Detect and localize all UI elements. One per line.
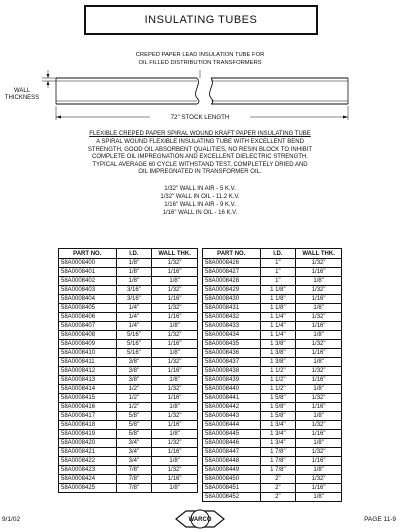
part-number-cell: 58A0008425 [59, 484, 117, 493]
wall-thickness-cell: 1/16" [296, 457, 342, 466]
inner-diameter-cell: 5/8" [116, 412, 152, 421]
inner-diameter-cell: 1 1/4" [260, 313, 296, 322]
wall-thickness-cell: 1/8" [296, 331, 342, 340]
wall-thickness-cell: 1/32" [152, 439, 198, 448]
inner-diameter-cell: 1" [260, 268, 296, 277]
wall-thickness-cell: 1/16" [296, 403, 342, 412]
wall-thickness-cell: 1/8" [296, 466, 342, 475]
part-number-cell: 58A0008422 [59, 457, 117, 466]
wall-thickness-cell: 1/16" [152, 421, 198, 430]
part-number-cell: 58A0008446 [203, 439, 261, 448]
table-row [203, 367, 342, 376]
inner-diameter-cell: 5/16" [116, 331, 152, 340]
inner-diameter-cell: 1 3/4" [260, 421, 296, 430]
wall-thickness-cell: 1/8" [152, 349, 198, 358]
part-number-cell: 58A0008437 [203, 358, 261, 367]
inner-diameter-cell: 2" [260, 475, 296, 484]
part-number-cell: 58A0008412 [59, 367, 117, 376]
part-number-cell: 58A0008445 [203, 430, 261, 439]
wall-thickness-cell: 1/32" [296, 367, 342, 376]
inner-diameter-cell: 1/8" [116, 268, 152, 277]
table-row [203, 313, 342, 322]
table-row [203, 385, 342, 394]
wall-thickness-cell: 1/32" [296, 340, 342, 349]
wall-thickness-cell: 1/32" [152, 286, 198, 295]
table-row [203, 421, 342, 430]
inner-diameter-cell: 1/4" [116, 322, 152, 331]
column-header-part-no: PART NO. [203, 249, 261, 259]
inner-diameter-cell: 1 3/8" [260, 340, 296, 349]
wall-thickness-cell: 1/16" [296, 376, 342, 385]
inner-diameter-cell: 5/16" [116, 340, 152, 349]
inner-diameter-cell: 1 7/8" [260, 466, 296, 475]
spec-line: 1/32" WALL IN OIL - 11.2 K.V. [160, 194, 240, 200]
description-line: STRENGTH, GOOD OIL ABSORBENT QUALITIES, NO RESIN BLOCK TO INHIBIT [87, 146, 313, 153]
wall-thickness-cell: 1/32" [152, 304, 198, 313]
inner-diameter-cell: 1 1/8" [260, 304, 296, 313]
table-row [203, 295, 342, 304]
inner-diameter-cell: 7/8" [116, 484, 152, 493]
wall-thickness-label-line1: WALL [13, 88, 31, 94]
part-number-cell: 58A0008439 [203, 376, 261, 385]
table-row [203, 403, 342, 412]
wall-thickness-cell: 1/32" [152, 412, 198, 421]
part-number-cell: 58A0008416 [59, 403, 117, 412]
wall-thickness-cell: 1/8" [152, 484, 198, 493]
table-row [203, 394, 342, 403]
table-row [59, 331, 198, 340]
inner-diameter-cell: 3/4" [116, 457, 152, 466]
part-number-cell: 58A0008409 [59, 340, 117, 349]
inner-diameter-cell: 3/8" [116, 376, 152, 385]
column-header-wall-thk: WALL THK. [152, 249, 198, 259]
table-row [59, 295, 198, 304]
inner-diameter-cell: 1/8" [116, 277, 152, 286]
inner-diameter-cell: 1 1/2" [260, 385, 296, 394]
part-number-cell: 58A0008402 [59, 277, 117, 286]
inner-diameter-cell: 1 1/4" [260, 322, 296, 331]
inner-diameter-cell: 1 3/4" [260, 430, 296, 439]
part-number-cell: 58A0008444 [203, 421, 261, 430]
table-row [203, 466, 342, 475]
table-row [59, 286, 198, 295]
inner-diameter-cell: 1 1/2" [260, 367, 296, 376]
inner-diameter-cell: 1/2" [116, 403, 152, 412]
wall-thickness-cell: 1/8" [296, 277, 342, 286]
table-row [203, 340, 342, 349]
part-number-cell: 58A0008424 [59, 475, 117, 484]
part-number-cell: 58A0008435 [203, 340, 261, 349]
part-number-cell: 58A0008448 [203, 457, 261, 466]
wall-thickness-cell: 1/8" [152, 430, 198, 439]
wall-thickness-cell: 1/8" [152, 322, 198, 331]
table-row [59, 403, 198, 412]
table-row [59, 259, 198, 268]
part-number-cell: 58A0008449 [203, 466, 261, 475]
table-row [59, 484, 198, 493]
table-row [203, 277, 342, 286]
table-row [203, 358, 342, 367]
description-line: TYPICAL AVERAGE 60 CYCLE WITHSTAND TEST, COMPLETELY DRIED AND [92, 161, 308, 168]
part-number-cell: 58A0008447 [203, 448, 261, 457]
part-number-cell: 58A0008418 [59, 421, 117, 430]
wall-thickness-cell: 1/32" [152, 385, 198, 394]
wall-thickness-cell: 1/32" [152, 358, 198, 367]
part-number-cell: 58A0008413 [59, 376, 117, 385]
wall-thickness-cell: 1/8" [296, 358, 342, 367]
wall-thickness-cell: 1/32" [152, 259, 198, 268]
parts-table-left [58, 248, 198, 493]
table-row [59, 322, 198, 331]
table-row [59, 304, 198, 313]
table-row [203, 322, 342, 331]
part-number-cell: 58A0008440 [203, 385, 261, 394]
table-row [203, 430, 342, 439]
table-row [59, 439, 198, 448]
wall-thickness-cell: 1/16" [296, 349, 342, 358]
table-row [59, 394, 198, 403]
wall-thickness-cell: 1/16" [296, 268, 342, 277]
inner-diameter-cell: 3/16" [116, 295, 152, 304]
wall-thickness-cell: 1/8" [296, 385, 342, 394]
column-header-id: I.D. [116, 249, 152, 259]
description-line: OIL IMPREGNATED IN TRANSFORMER OIL. [138, 169, 262, 175]
wall-thickness-cell: 1/8" [296, 412, 342, 421]
inner-diameter-cell: 1/4" [116, 313, 152, 322]
table-row [59, 349, 198, 358]
inner-diameter-cell: 1 1/8" [260, 286, 296, 295]
inner-diameter-cell: 1 3/8" [260, 358, 296, 367]
warco-logo [174, 508, 226, 530]
table-row [59, 448, 198, 457]
table-row [59, 412, 198, 421]
table-row [59, 376, 198, 385]
part-number-cell: 58A0008421 [59, 448, 117, 457]
inner-diameter-cell: 1/2" [116, 385, 152, 394]
table-row [59, 421, 198, 430]
table-row [203, 268, 342, 277]
inner-diameter-cell: 3/16" [116, 286, 152, 295]
wall-thickness-cell: 1/16" [296, 430, 342, 439]
table-row [203, 484, 342, 493]
part-number-cell: 58A0008407 [59, 322, 117, 331]
inner-diameter-cell: 7/8" [116, 466, 152, 475]
wall-thickness-cell: 1/8" [152, 376, 198, 385]
part-number-cell: 58A0008434 [203, 331, 261, 340]
page-title: INSULATING TUBES [84, 5, 318, 35]
table-row [203, 412, 342, 421]
table-row [203, 376, 342, 385]
part-number-cell: 58A0008403 [59, 286, 117, 295]
inner-diameter-cell: 1 7/8" [260, 457, 296, 466]
table-row [203, 259, 342, 268]
part-number-cell: 58A0008428 [203, 277, 261, 286]
part-number-cell: 58A0008438 [203, 367, 261, 376]
wall-thickness-cell: 1/16" [152, 313, 198, 322]
wall-thickness-cell: 1/32" [296, 394, 342, 403]
part-number-cell: 58A0008452 [203, 493, 261, 502]
wall-thickness-cell: 1/16" [152, 394, 198, 403]
part-number-cell: 58A0008433 [203, 322, 261, 331]
spec-line: 1/32" WALL IN AIR - 5 K.V. [164, 186, 236, 192]
wall-thickness-cell: 1/8" [296, 493, 342, 502]
inner-diameter-cell: 1 3/4" [260, 439, 296, 448]
part-number-cell: 58A0008429 [203, 286, 261, 295]
part-number-cell: 58A0008405 [59, 304, 117, 313]
inner-diameter-cell: 1/4" [116, 304, 152, 313]
description-line: COMPLETE OIL IMPREGNATION AND EXCELLENT DIELECTRIC STRENGTH. [92, 154, 308, 160]
column-header-wall-thk: WALL THK. [296, 249, 342, 259]
spec-line: 1/16" WALL IN OIL - 16 K.V. [162, 210, 238, 216]
inner-diameter-cell: 1 7/8" [260, 448, 296, 457]
part-number-cell: 58A0008451 [203, 484, 261, 493]
table-row [203, 439, 342, 448]
logo-text: WARCO [188, 517, 212, 524]
inner-diameter-cell: 5/8" [116, 421, 152, 430]
table-row [59, 277, 198, 286]
wall-thickness-cell: 1/16" [296, 295, 342, 304]
inner-diameter-cell: 3/8" [116, 358, 152, 367]
part-number-cell: 58A0008406 [59, 313, 117, 322]
wall-thickness-cell: 1/32" [296, 421, 342, 430]
table-row [59, 475, 198, 484]
parts-table-right [202, 248, 342, 502]
part-number-cell: 58A0008442 [203, 403, 261, 412]
wall-thickness-cell: 1/32" [296, 475, 342, 484]
inner-diameter-cell: 1/8" [116, 259, 152, 268]
inner-diameter-cell: 1 1/4" [260, 331, 296, 340]
stock-length-label: 72" STOCK LENGTH [170, 114, 230, 121]
inner-diameter-cell: 1 5/8" [260, 394, 296, 403]
table-row [203, 349, 342, 358]
table-row [59, 466, 198, 475]
column-header-id: I.D. [260, 249, 296, 259]
wall-thickness-cell: 1/8" [152, 403, 198, 412]
table-row [59, 340, 198, 349]
part-number-cell: 58A0008417 [59, 412, 117, 421]
wall-thickness-cell: 1/32" [152, 331, 198, 340]
table-row [203, 286, 342, 295]
inner-diameter-cell: 2" [260, 484, 296, 493]
wall-thickness-cell: 1/8" [296, 439, 342, 448]
description-heading: FLEXIBLE CREPED PAPER SPIRAL WOUND KRAFT PAPER INSULATING TUBE [89, 131, 311, 137]
inner-diameter-cell: 3/8" [116, 367, 152, 376]
wall-thickness-cell: 1/16" [296, 322, 342, 331]
part-number-cell: 58A0008411 [59, 358, 117, 367]
inner-diameter-cell: 1 1/2" [260, 376, 296, 385]
part-number-cell: 58A0008400 [59, 259, 117, 268]
inner-diameter-cell: 1 3/8" [260, 349, 296, 358]
part-number-cell: 58A0008430 [203, 295, 261, 304]
wall-thickness-cell: 1/16" [152, 340, 198, 349]
inner-diameter-cell: 2" [260, 493, 296, 502]
inner-diameter-cell: 1" [260, 277, 296, 286]
part-number-cell: 58A0008414 [59, 385, 117, 394]
inner-diameter-cell: 1/2" [116, 394, 152, 403]
wall-thickness-label-line2: THICKNESS [4, 95, 40, 101]
table-row [59, 430, 198, 439]
wall-thickness-cell: 1/16" [152, 268, 198, 277]
table-row [59, 367, 198, 376]
table-row [203, 493, 342, 502]
wall-thickness-cell: 1/16" [152, 475, 198, 484]
part-number-cell: 58A0008410 [59, 349, 117, 358]
wall-thickness-cell: 1/16" [152, 367, 198, 376]
table-row [203, 475, 342, 484]
wall-thickness-cell: 1/8" [152, 277, 198, 286]
inner-diameter-cell: 3/4" [116, 439, 152, 448]
wall-thickness-cell: 1/16" [296, 484, 342, 493]
table-row [203, 304, 342, 313]
diagram-caption-line2: OIL FILLED DISTRIBUTION TRANSFORMERS [138, 60, 262, 66]
table-row [203, 448, 342, 457]
part-number-cell: 58A0008427 [203, 268, 261, 277]
inner-diameter-cell: 1 5/8" [260, 403, 296, 412]
wall-thickness-cell: 1/8" [152, 457, 198, 466]
wall-thickness-cell: 1/32" [296, 286, 342, 295]
inner-diameter-cell: 1 1/8" [260, 295, 296, 304]
inner-diameter-cell: 7/8" [116, 475, 152, 484]
wall-thickness-cell: 1/32" [296, 259, 342, 268]
spec-line: 1/16" WALL IN AIR - 9 K.V. [164, 202, 236, 208]
column-header-part-no: PART NO. [59, 249, 117, 259]
footer-page-number: PAGE 11-9 [364, 516, 396, 523]
inner-diameter-cell: 1 5/8" [260, 412, 296, 421]
wall-thickness-cell: 1/8" [296, 304, 342, 313]
wall-thickness-cell: 1/16" [152, 448, 198, 457]
part-number-cell: 58A0008426 [203, 259, 261, 268]
inner-diameter-cell: 5/16" [116, 349, 152, 358]
inner-diameter-cell: 3/4" [116, 448, 152, 457]
table-row [203, 457, 342, 466]
part-number-cell: 58A0008420 [59, 439, 117, 448]
part-number-cell: 58A0008441 [203, 394, 261, 403]
part-number-cell: 58A0008404 [59, 295, 117, 304]
wall-thickness-cell: 1/32" [296, 448, 342, 457]
table-row [203, 331, 342, 340]
table-row [59, 457, 198, 466]
part-number-cell: 58A0008443 [203, 412, 261, 421]
part-number-cell: 58A0008419 [59, 430, 117, 439]
footer-date: 9/1/02 [2, 516, 21, 523]
table-row [59, 385, 198, 394]
wall-thickness-cell: 1/32" [152, 466, 198, 475]
description-line: A SPIRAL WOUND FLEXIBLE INSULATING TUBE WITH EXCELLENT BEND [96, 139, 304, 145]
part-number-cell: 58A0008432 [203, 313, 261, 322]
part-number-cell: 58A0008415 [59, 394, 117, 403]
diagram-caption-line1: CREPED PAPER LEAD INSULATION TUBE FOR [135, 52, 265, 58]
table-row [59, 268, 198, 277]
part-number-cell: 58A0008423 [59, 466, 117, 475]
inner-diameter-cell: 5/8" [116, 430, 152, 439]
table-row [59, 358, 198, 367]
inner-diameter-cell: 1" [260, 259, 296, 268]
wall-thickness-cell: 1/16" [152, 295, 198, 304]
part-number-cell: 58A0008431 [203, 304, 261, 313]
table-row [59, 313, 198, 322]
part-number-cell: 58A0008408 [59, 331, 117, 340]
part-number-cell: 58A0008450 [203, 475, 261, 484]
part-number-cell: 58A0008436 [203, 349, 261, 358]
part-number-cell: 58A0008401 [59, 268, 117, 277]
wall-thickness-cell: 1/32" [296, 313, 342, 322]
